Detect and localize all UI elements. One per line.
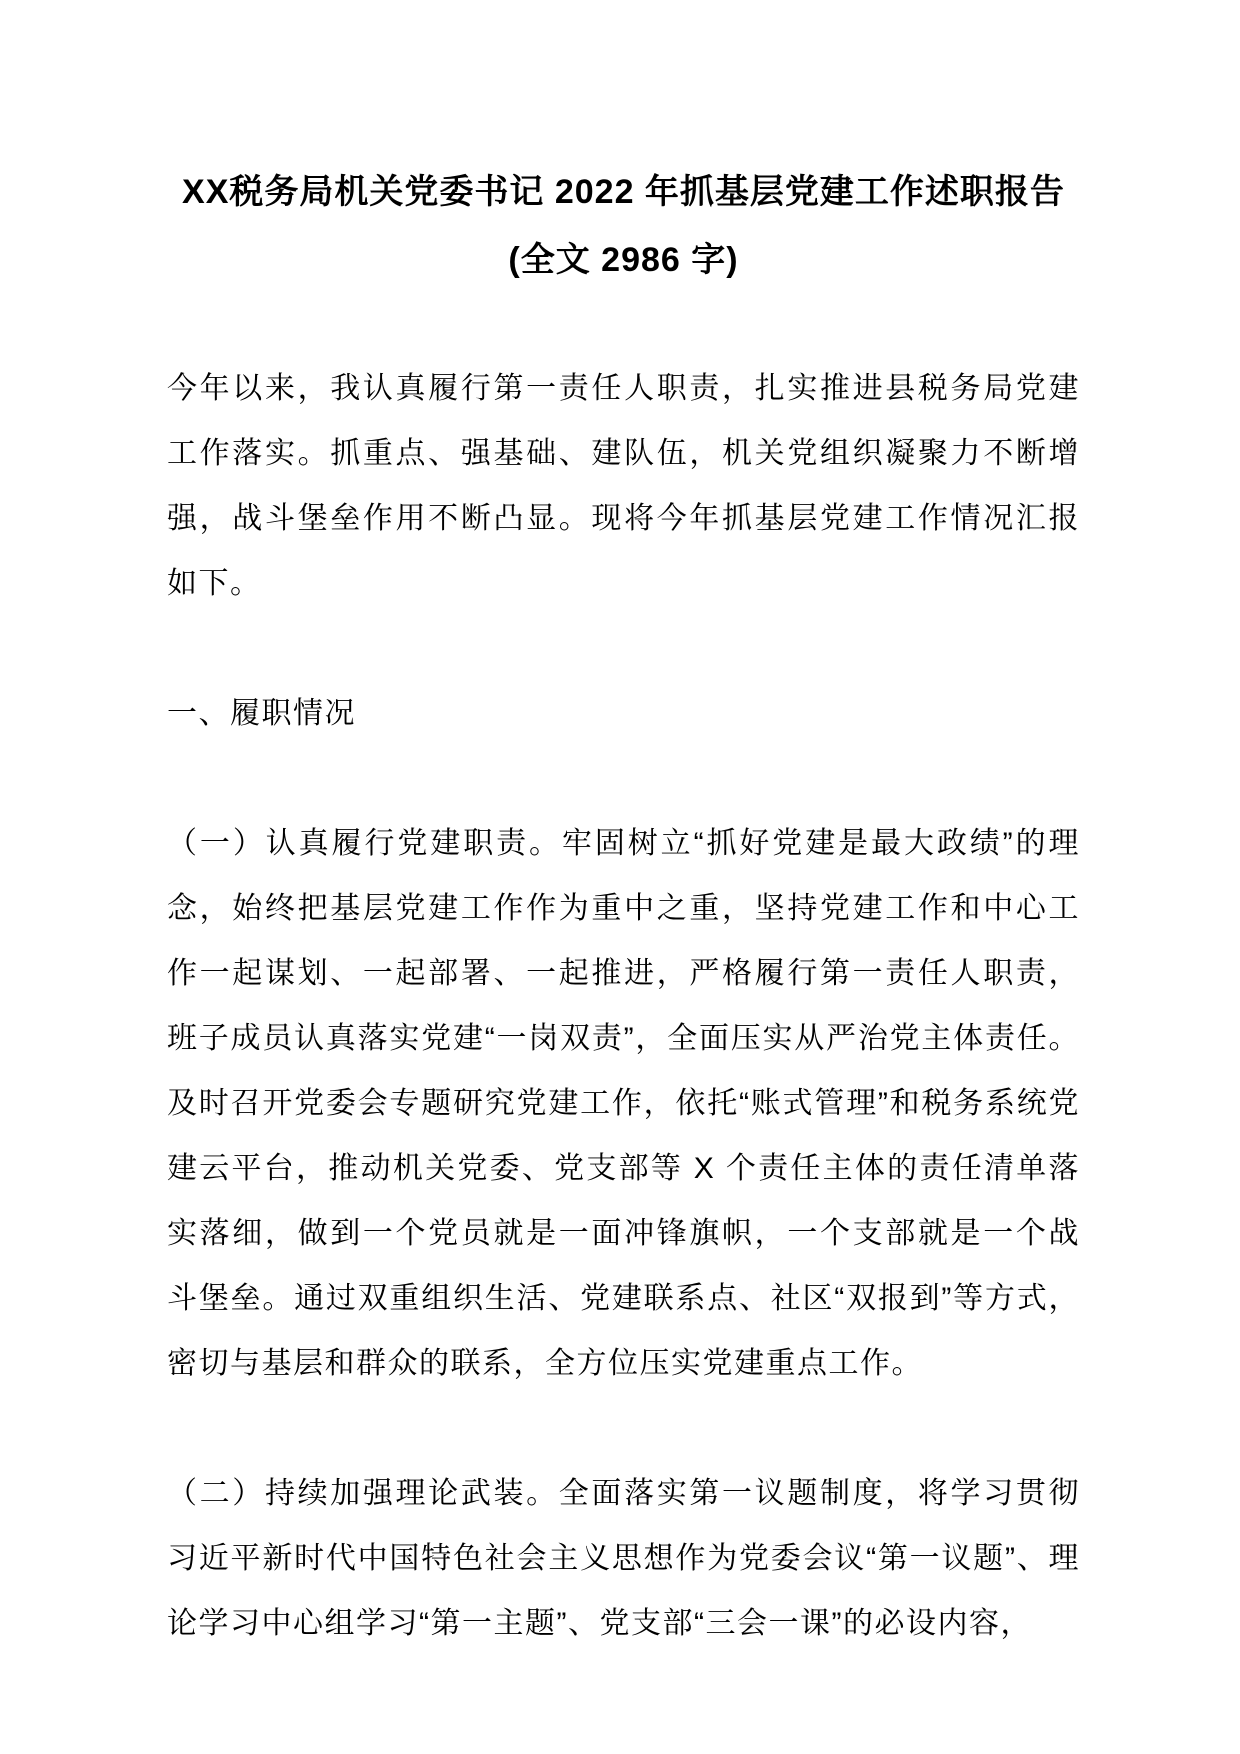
document-title-line-2: (全文 2986 字) xyxy=(508,241,739,279)
subsection-paragraph-1: （一）认真履行党建职责。牢固树立“抓好党建是最大政绩”的理念，始终把基层党建工作作为重中之重，坚持党建工作和中心工作一起谋划、一起部署、一起推进，严格履行第一责任人职责，班子成员认真落实党建“一岗双责”，全面压实从严治党主体责任。及时召开党委会专题研究党建工作，依托“账式管理”和税务系统党建云平台，推动机关党委、党支部等 X 个责任主体的责任清单落实落细，做到一个党员就是一面冲锋旗帜，一个支部就是一个战斗堡垒。通过双重组织生活、党建联系点、社区“双报到”等方式，密切与基层和群众的联系，全方位压实党建重点工作。 xyxy=(167,827,1080,1380)
document-title-line-1: XX税务局机关党委书记 2022 年抓基层党建工作述职报告 xyxy=(182,173,1065,211)
section-heading-performance: 一、履职情况 xyxy=(167,697,356,730)
intro-paragraph: 今年以来，我认真履行第一责任人职责，扎实推进县税务局党建工作落实。抓重点、强基础、建队伍，机关党组织凝聚力不断增强，战斗堡垒作用不断凸显。现将今年抓基层党建工作情况汇报如下。 xyxy=(167,372,1080,600)
document-title xyxy=(167,158,1080,294)
subsection-paragraph-2: （二）持续加强理论武装。全面落实第一议题制度，将学习贯彻习近平新时代中国特色社会主义思想作为党委会议“第一议题”、理论学习中心组学习“第一主题”、党支部“三会一课”的必设内容， xyxy=(167,1477,1080,1640)
